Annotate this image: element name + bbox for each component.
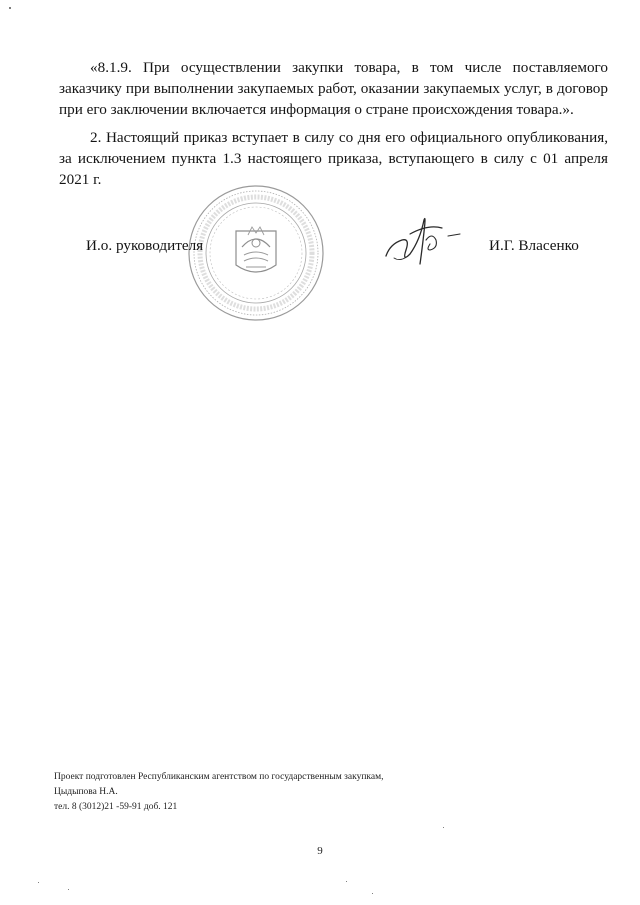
footer-line-author: Цыдыпова Н.А. [54, 787, 118, 797]
scan-speck [346, 881, 347, 882]
scan-speck [9, 7, 11, 9]
handwritten-signature-icon [380, 210, 470, 270]
signatory-name: И.Г. Власенко [489, 237, 579, 254]
page-number: 9 [317, 845, 323, 857]
scan-speck [372, 893, 373, 894]
footer-line-phone: тел. 8 (3012)21 -59-91 доб. 121 [54, 802, 178, 812]
scan-speck [443, 827, 444, 828]
footer-line-agency: Проект подготовлен Республиканским агентством по государственным закупкам, [54, 772, 384, 782]
signatory-role: И.о. руководителя [86, 237, 204, 254]
footer-prepared-by [54, 770, 384, 815]
scan-speck [68, 889, 69, 890]
paragraph-effective-date: 2. Настоящий приказ вступает в силу со дня его официального опубликования, за исключением пункта 1.3 настоящего приказа, вступающего в силу с 01 апреля 2021 г. [59, 129, 608, 188]
official-seal-emblem-icon [186, 183, 326, 323]
paragraph-8-1-9: «8.1.9. При осуществлении закупки товара, в том числе поставляемого заказчику при выполнении закупаемых работ, оказании закупаемых услуг, в договор при его заключении включается информация о стране происхождения товара.». [59, 59, 608, 118]
scan-speck [38, 882, 39, 883]
